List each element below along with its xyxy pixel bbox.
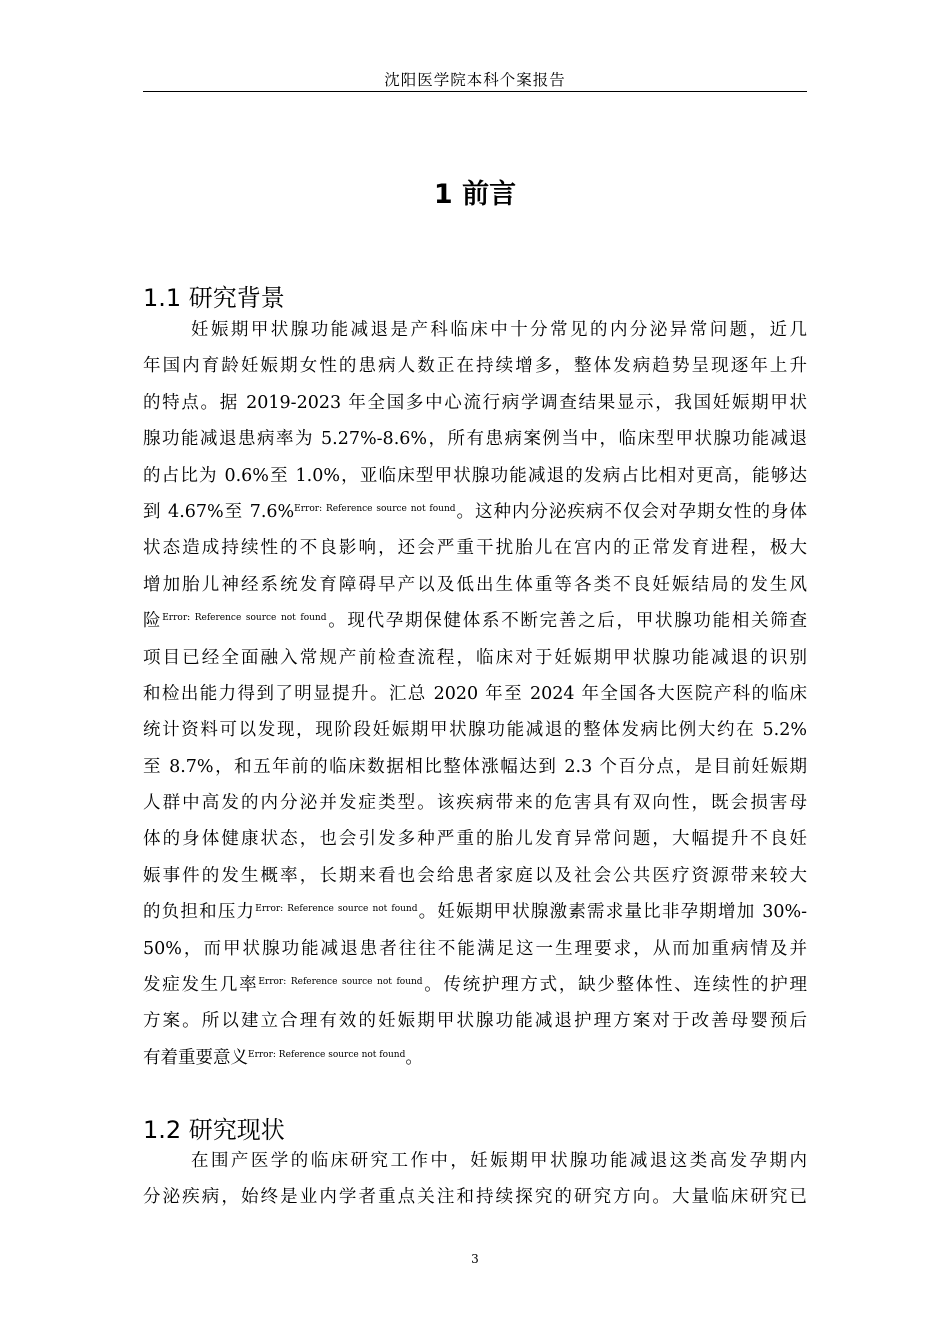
text-segment: 险 bbox=[143, 611, 163, 632]
text-line: 体的身体健康状态，也会引发多种严重的胎儿发育异常问题，大幅提升不良妊 bbox=[143, 829, 807, 850]
text-line: 娠事件的发生概率，长期来看也会给患者家庭以及社会公共医疗资源带来较大 bbox=[143, 865, 807, 886]
text-line-with-citation bbox=[143, 1040, 807, 1076]
section-heading-status: 1.2 研究现状 bbox=[143, 1116, 285, 1144]
text-line: 的特点。据 2019-2023 年全国多中心流行病学调查结果显示，我国妊娠期甲状 bbox=[143, 392, 807, 413]
text-line-with-citation bbox=[143, 494, 807, 530]
text-segment: 的负担和压力 bbox=[143, 902, 256, 923]
text-line: 增加胎儿神经系统发育障碍早产以及低出生体重等各类不良妊娠结局的发生风 bbox=[143, 574, 807, 595]
section-heading-background: 1.1 研究背景 bbox=[143, 284, 285, 312]
page-number: 3 bbox=[471, 1252, 479, 1266]
text-line: 50%，而甲状腺功能减退患者往往不能满足这一生理要求，从而加重病情及并 bbox=[143, 938, 807, 959]
paragraph-background bbox=[143, 312, 807, 1076]
text-line: 至 8.7%，和五年前的临床数据相比整体涨幅达到 2.3 个百分点，是目前妊娠期 bbox=[143, 756, 807, 777]
text-line-with-citation bbox=[143, 894, 807, 930]
text-segment: 。 bbox=[405, 1047, 423, 1068]
text-line: 年国内育龄妊娠期女性的患病人数正在持续增多，整体发病趋势呈现逐年上升 bbox=[143, 356, 807, 377]
text-line-with-citation bbox=[143, 967, 807, 1003]
text-line: 方案。所以建立合理有效的妊娠期甲状腺功能减退护理方案对于改善母婴预后 bbox=[143, 1011, 807, 1032]
text-line: 腺功能减退患病率为 5.27%-8.6%，所有患病案例当中，临床型甲状腺功能减退 bbox=[143, 429, 807, 450]
citation-error: Error: Reference source not found bbox=[258, 977, 423, 988]
text-segment: 有着重要意义 bbox=[143, 1047, 248, 1068]
text-line: 状态造成持续性的不良影响，还会严重干扰胎儿在宫内的正常发育进程，极大 bbox=[143, 538, 807, 559]
text-segment: 到 4.67%至 7.6% bbox=[143, 501, 295, 522]
text-line: 项目已经全面融入常规产前检查流程，临床对于妊娠期甲状腺功能减退的识别 bbox=[143, 647, 807, 668]
text-segment: 。现代孕期保健体系不断完善之后，甲状腺功能相关筛查 bbox=[326, 611, 808, 632]
text-line-with-citation bbox=[143, 603, 807, 639]
text-segment: 。传统护理方式，缺少整体性、连续性的护理 bbox=[422, 975, 808, 996]
text-line: 妊娠期甲状腺功能减退是产科临床中十分常见的内分泌异常问题，近几 bbox=[191, 320, 807, 340]
header-rule bbox=[143, 91, 807, 92]
text-line: 和检出能力得到了明显提升。汇总 2020 年至 2024 年全国各大医院产科的临床 bbox=[143, 683, 807, 704]
citation-error: Error: Reference source not found bbox=[162, 613, 327, 624]
paragraph-status bbox=[143, 1143, 807, 1216]
text-segment: 。妊娠期甲状腺激素需求量比非孕期增加 30%- bbox=[417, 902, 808, 923]
text-segment: 发症发生几率 bbox=[143, 975, 259, 996]
chapter-title: 1 前言 bbox=[433, 179, 517, 210]
running-header: 沈阳医学院本科个案报告 bbox=[384, 71, 566, 89]
text-line: 在围产医学的临床研究工作中，妊娠期甲状腺功能减退这类高发孕期内 bbox=[191, 1151, 807, 1171]
text-line: 人群中高发的内分泌并发症类型。该疾病带来的危害具有双向性，既会损害母 bbox=[143, 793, 807, 814]
text-line: 统计资料可以发现，现阶段妊娠期甲状腺功能减退的整体发病比例大约在 5.2% bbox=[143, 720, 807, 741]
citation-error: Error: Reference source not found bbox=[294, 503, 456, 514]
citation-error: Error: Reference source not found bbox=[255, 904, 418, 915]
citation-error: Error: Reference source not found bbox=[248, 1049, 406, 1060]
text-segment: 。这种内分泌疾病不仅会对孕期女性的身体 bbox=[455, 501, 807, 522]
text-line: 的占比为 0.6%至 1.0%，亚临床型甲状腺功能减退的发病占比相对更高，能够达 bbox=[143, 465, 807, 486]
text-line: 分泌疾病，始终是业内学者重点关注和持续探究的研究方向。大量临床研究已 bbox=[143, 1187, 807, 1208]
